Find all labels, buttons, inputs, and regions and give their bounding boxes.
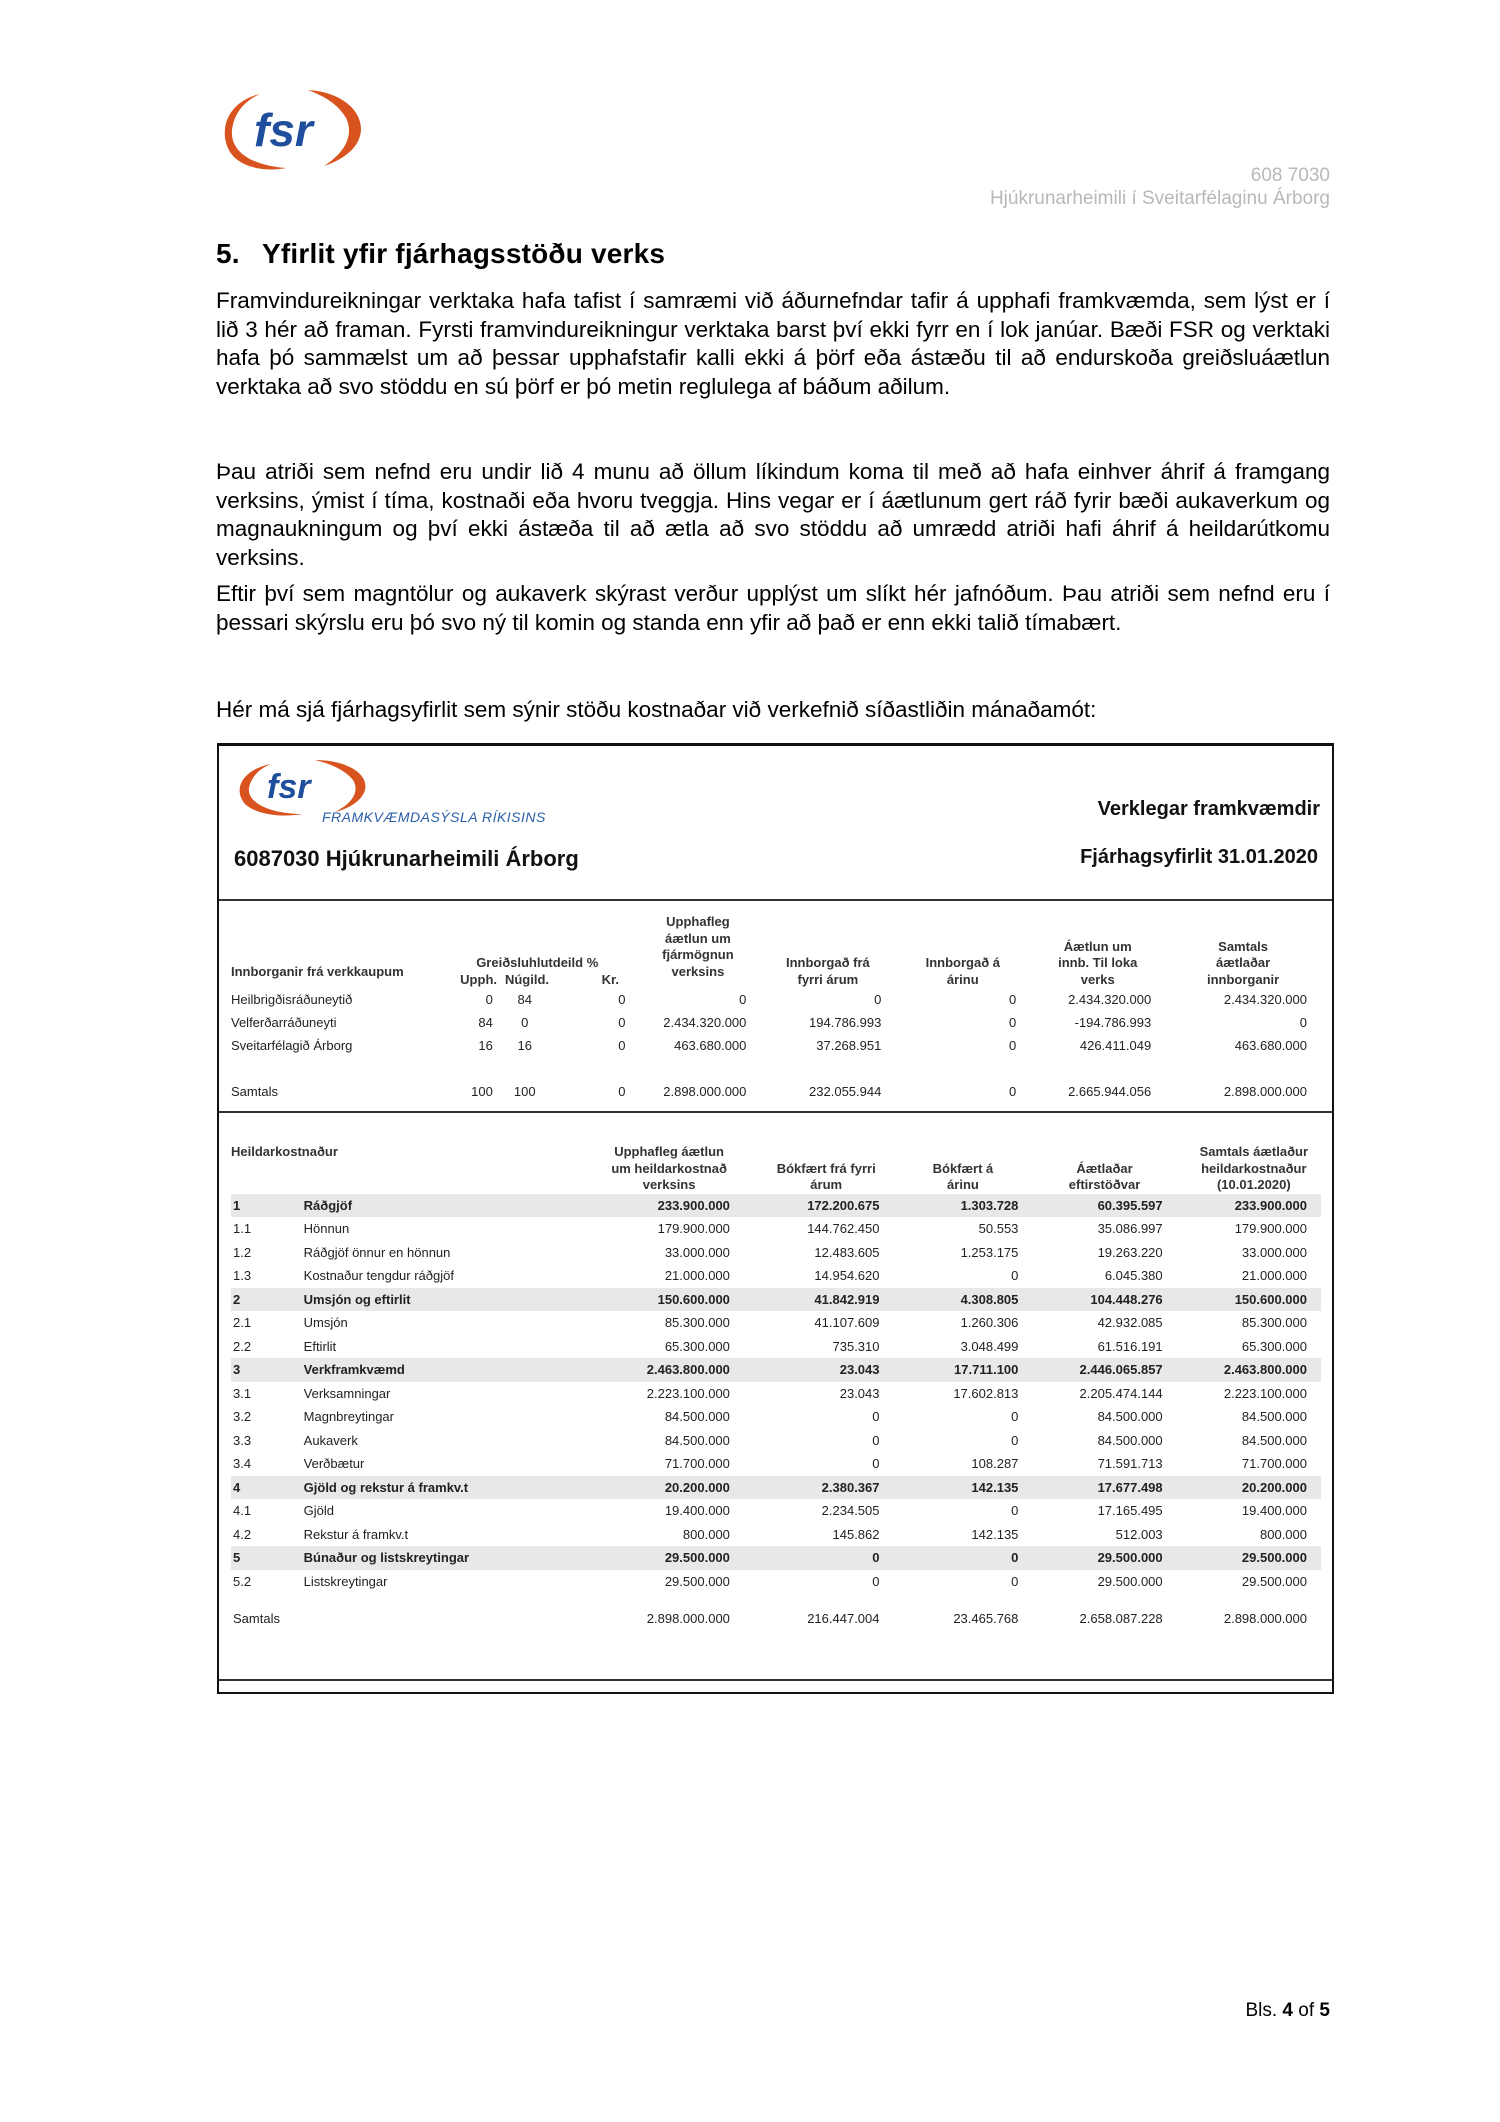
cell-total: 179.900.000 bbox=[1234, 1221, 1307, 1236]
cell-prev-years: 41.842.919 bbox=[744, 1288, 894, 1312]
financial-report bbox=[217, 743, 1334, 1694]
total-row bbox=[231, 1080, 1321, 1103]
cell-nugild: 84 bbox=[517, 992, 532, 1007]
cell-initial: 85.300.000 bbox=[664, 1315, 730, 1330]
cell-total: 19.400.000 bbox=[1241, 1503, 1307, 1518]
cell-this-year: 1.253.175 bbox=[960, 1244, 1019, 1260]
cell-upph: 84 bbox=[478, 1015, 493, 1030]
page-footer: Bls. 4 of 5 bbox=[1245, 2000, 1330, 2021]
cell-code: 3 bbox=[231, 1358, 304, 1382]
cell-prev-years: 0 bbox=[872, 1409, 880, 1424]
cell-this-year: 142.135 bbox=[971, 1526, 1019, 1542]
cell-prev-years: 216.447.004 bbox=[807, 1611, 880, 1626]
col-header: Bókfært frá fyrri árum bbox=[776, 1160, 876, 1192]
cell-name: Eftirlit bbox=[303, 1338, 337, 1354]
cell-this-year: 0 bbox=[1011, 1432, 1019, 1448]
cell-name: Gjöld og rekstur á framkv.t bbox=[304, 1476, 595, 1500]
section-title: Yfirlit yfir fjárhagsstöðu verks bbox=[262, 238, 666, 269]
col-header: Upphafleg áætlun um fjármögnun verksins bbox=[662, 914, 734, 979]
cell-prev-years: 14.954.620 bbox=[814, 1268, 880, 1283]
cell-total: 800.000 bbox=[1260, 1526, 1307, 1542]
cell-initial: 463.680.000 bbox=[674, 1038, 747, 1053]
cell-name: Gjöld bbox=[303, 1503, 335, 1518]
cell-code: 3.4 bbox=[233, 1456, 252, 1471]
cell-initial: 800.000 bbox=[682, 1526, 730, 1542]
col-header: Innborganir frá verkkaupum bbox=[231, 963, 404, 979]
total-pages: 5 bbox=[1319, 2000, 1330, 2021]
cell-initial: 233.900.000 bbox=[594, 1194, 744, 1218]
cell-remaining: 29.500.000 bbox=[1032, 1546, 1176, 1570]
section-number: 5. bbox=[216, 238, 240, 269]
cell-code: 1 bbox=[231, 1194, 304, 1218]
cell-this-year: 50.553 bbox=[978, 1221, 1019, 1236]
table-row bbox=[231, 1264, 1321, 1288]
cell-total: 29.500.000 bbox=[1177, 1546, 1321, 1570]
cell-nugild: 0 bbox=[521, 1015, 529, 1030]
cell-prev-years: 0 bbox=[744, 1546, 894, 1570]
table-row bbox=[231, 1452, 1321, 1476]
cell-this-year: 0 bbox=[1009, 1015, 1017, 1030]
group-row bbox=[231, 1288, 1321, 1312]
cell-code: 3.1 bbox=[233, 1385, 252, 1401]
cell-name: Umsjón og eftirlit bbox=[304, 1288, 595, 1312]
total-row bbox=[231, 1607, 1321, 1631]
cell-code: 4.2 bbox=[233, 1526, 252, 1542]
col-group-header: Greiðsluhlutdeild % Upph. Núgild. Kr. bbox=[449, 914, 625, 988]
cell-prev-years: 23.043 bbox=[839, 1385, 880, 1401]
cell-initial: 33.000.000 bbox=[664, 1244, 730, 1260]
col-header: Innborgað frá fyrri árum bbox=[785, 955, 870, 987]
cell-total: 84.500.000 bbox=[1241, 1409, 1307, 1424]
table-row bbox=[231, 1311, 1321, 1335]
paragraph: Þau atriði sem nefnd eru undir lið 4 munu að öllum líkindum koma til með að hafa einhver áhrif á framgang verksins, ýmist í tíma, kostnaði eða hvoru tveggja. Hins vegar er í áætlunum gert ráð fyrir bæði aukaverkum og magnaukningum og því ekki ástæða til að ætla að svo stöddu að umrædd atriði hafi áhrif á heildarútkomu verksins. bbox=[216, 459, 1330, 570]
cell-total: 2.223.100.000 bbox=[1223, 1385, 1307, 1401]
col-header: Heildarkostnaður bbox=[231, 1144, 338, 1159]
cell-this-year: 142.135 bbox=[894, 1476, 1033, 1500]
cell-this-year: 0 bbox=[1011, 1573, 1019, 1589]
cell-remaining: 2.446.065.857 bbox=[1032, 1358, 1176, 1382]
cell-prev-years: 0 bbox=[872, 1432, 880, 1448]
cell-upph: 16 bbox=[478, 1038, 493, 1053]
cell-kr: 0 bbox=[618, 1084, 626, 1099]
cell-this-year: 23.465.768 bbox=[953, 1611, 1019, 1626]
col-header: Áætlun um innb. Til loka verks bbox=[1058, 938, 1138, 987]
col-header: Samtals áætlaður heildarkostnaður (10.01.2020) bbox=[1199, 1144, 1309, 1192]
cell-total: 33.000.000 bbox=[1241, 1244, 1307, 1260]
paragraph-intro-report: Hér má sjá fjárhagsyfirlit sem sýnir stöðu kostnaðar við verkefnið síðastliðin mánaðamót: bbox=[216, 697, 1097, 722]
table-row bbox=[231, 1241, 1321, 1265]
table-row bbox=[231, 988, 1321, 1011]
cell-this-year: 0 bbox=[1011, 1503, 1019, 1518]
cell-initial: 0 bbox=[739, 992, 747, 1007]
cell-prev-years: 0 bbox=[874, 992, 882, 1007]
cell-initial: 84.500.000 bbox=[664, 1432, 730, 1448]
group-row bbox=[231, 1476, 1321, 1500]
col-header: Bókfært á árinu bbox=[932, 1160, 994, 1192]
cell-total: 29.500.000 bbox=[1241, 1573, 1307, 1589]
cell-plan-to-end: 2.434.320.000 bbox=[1068, 992, 1152, 1007]
cell-remaining: 29.500.000 bbox=[1097, 1573, 1163, 1589]
cell-this-year: 17.711.100 bbox=[894, 1358, 1033, 1382]
svg-text:fsr: fsr bbox=[254, 104, 313, 156]
cell-remaining: 60.395.597 bbox=[1032, 1194, 1176, 1218]
cell-name: Verkframkvæmd bbox=[304, 1358, 595, 1382]
cell-nugild: 100 bbox=[513, 1084, 536, 1099]
cell-prev-years: 2.234.505 bbox=[821, 1503, 880, 1518]
cell-remaining: 19.263.220 bbox=[1097, 1244, 1163, 1260]
cell-code: 2.2 bbox=[233, 1338, 252, 1354]
col-header: Upphafleg áætlun um heildarkostnað verksins bbox=[611, 1144, 727, 1192]
cell-this-year: 1.260.306 bbox=[960, 1315, 1019, 1330]
cell-upph: 100 bbox=[471, 1084, 493, 1099]
cell-total-planned: 0 bbox=[1299, 1015, 1307, 1030]
cell-remaining: 6.045.380 bbox=[1104, 1268, 1163, 1283]
organization-name: FRAMKVÆMDASÝSLA RÍKISINS bbox=[322, 809, 546, 825]
table-row bbox=[231, 1570, 1321, 1594]
cell-this-year: 17.602.813 bbox=[953, 1385, 1019, 1401]
cell-initial: 2.898.000.000 bbox=[646, 1611, 730, 1626]
cell-total: 85.300.000 bbox=[1241, 1315, 1307, 1330]
cell-initial: 29.500.000 bbox=[664, 1573, 730, 1589]
divider bbox=[219, 899, 1332, 901]
spacer bbox=[231, 1593, 1321, 1607]
cell-remaining: 84.500.000 bbox=[1097, 1432, 1163, 1448]
cell-remaining: 512.003 bbox=[1115, 1526, 1163, 1542]
cell-total-planned: 2.434.320.000 bbox=[1223, 992, 1307, 1007]
section-heading bbox=[216, 238, 665, 270]
cell-total: 84.500.000 bbox=[1241, 1432, 1307, 1448]
col-header: Upph. bbox=[460, 971, 497, 987]
cell-code: Samtals bbox=[233, 1611, 280, 1626]
cell-initial: 150.600.000 bbox=[594, 1288, 744, 1312]
cell-this-year: 0 bbox=[1009, 1084, 1017, 1099]
cell-this-year: 108.287 bbox=[971, 1456, 1019, 1471]
cell-remaining: 42.932.085 bbox=[1097, 1315, 1163, 1330]
spacer-cell bbox=[231, 1593, 1321, 1607]
cell-name: Ráðgjöf önnur en hönnun bbox=[303, 1244, 451, 1260]
project-number: 608 7030 bbox=[1250, 165, 1330, 186]
cell-prev-years: 23.043 bbox=[744, 1358, 894, 1382]
payments-table bbox=[231, 914, 1321, 1103]
cell-prev-years: 12.483.605 bbox=[814, 1244, 880, 1260]
paragraph: Eftir því sem magntölur og aukaverk skýrast verður upplýst um slíkt hér jafnóðum. Þau atriði sem nefnd eru í þessari skýrslu eru þó svo ný til komin og standa enn yfir að það er enn ekki talið tímabært. bbox=[216, 581, 1330, 635]
cell-plan-to-end: 426.411.049 bbox=[1079, 1038, 1152, 1053]
divider bbox=[219, 1679, 1332, 1681]
cell-remaining: 17.165.495 bbox=[1097, 1503, 1163, 1518]
table-row bbox=[231, 1405, 1321, 1429]
cell-kr: 0 bbox=[618, 992, 626, 1007]
cell-plan-to-end: -194.786.993 bbox=[1074, 1015, 1152, 1030]
cell-this-year: 3.048.499 bbox=[960, 1338, 1019, 1354]
cell-initial: 20.200.000 bbox=[594, 1476, 744, 1500]
cell-total-planned: 463.680.000 bbox=[1234, 1038, 1307, 1053]
cell-remaining: 61.516.191 bbox=[1097, 1338, 1163, 1354]
paragraph: Framvindureikningar verktaka hafa tafist í samræmi við áðurnefndar tafir á upphafi framkvæmda, sem lýst er í lið 3 hér að framan. Fyrsti framvindureikningur verktaka barst því ekki fyrr en í lok janúar. Bæði FSR og verktaki hafa þó sammælst um að þessar upphafstafir kalli ekki á þörf eða ástæðu til að endurskoða greiðsluáætlun verktaka að svo stöddu en sú þörf er þó metin reglulega af báðum aðilum. bbox=[216, 288, 1330, 399]
cell-remaining: 2.205.474.144 bbox=[1079, 1385, 1163, 1401]
cell-kr: 0 bbox=[618, 1015, 626, 1030]
cell-name: Búnaður og listskreytingar bbox=[304, 1546, 595, 1570]
group-row bbox=[231, 1358, 1321, 1382]
cell-this-year: 0 bbox=[1011, 1409, 1019, 1424]
cell-initial: 65.300.000 bbox=[664, 1338, 730, 1354]
table-row bbox=[231, 1523, 1321, 1547]
cell-total: 150.600.000 bbox=[1177, 1288, 1321, 1312]
cell-code: 3.3 bbox=[233, 1432, 252, 1448]
fsr-logo bbox=[216, 88, 364, 172]
table-row bbox=[231, 1034, 1321, 1057]
table-row bbox=[231, 1335, 1321, 1359]
cell-prev-years: 41.107.609 bbox=[814, 1315, 880, 1330]
cell-total: 2.898.000.000 bbox=[1223, 1611, 1307, 1626]
table-row bbox=[231, 1011, 1321, 1034]
cell-name: Samtals bbox=[231, 1084, 278, 1099]
cell-code: 1.1 bbox=[233, 1221, 252, 1236]
cell-prev-years: 2.380.367 bbox=[744, 1476, 894, 1500]
cell-name: Aukaverk bbox=[303, 1432, 358, 1448]
cell-code: 5 bbox=[231, 1546, 304, 1570]
cell-initial: 2.223.100.000 bbox=[646, 1385, 730, 1401]
cell-name: Verðbætur bbox=[303, 1456, 365, 1471]
cell-remaining: 84.500.000 bbox=[1097, 1409, 1163, 1424]
cell-name: Ráðgjöf bbox=[304, 1194, 595, 1218]
cell-name: Hönnun bbox=[303, 1221, 350, 1236]
table-row bbox=[231, 1382, 1321, 1406]
cell-name: Velferðarráðuneyti bbox=[231, 1015, 337, 1030]
report-project-title: 6087030 Hjúkrunarheimili Árborg bbox=[234, 846, 579, 871]
cell-remaining: 71.591.713 bbox=[1097, 1456, 1163, 1471]
cell-prev-years: 144.762.450 bbox=[807, 1221, 880, 1236]
cell-prev-years: 194.786.993 bbox=[809, 1015, 882, 1030]
cell-code: 4.1 bbox=[233, 1503, 252, 1518]
cell-this-year: 4.308.805 bbox=[894, 1288, 1033, 1312]
cell-name: Kostnaður tengdur ráðgjöf bbox=[303, 1268, 454, 1283]
cell-remaining: 17.677.498 bbox=[1032, 1476, 1176, 1500]
cell-initial: 19.400.000 bbox=[664, 1503, 730, 1518]
group-row bbox=[231, 1546, 1321, 1570]
cell-code: 4 bbox=[231, 1476, 304, 1500]
cell-total: 65.300.000 bbox=[1241, 1338, 1307, 1354]
project-name: Hjúkrunarheimili í Sveitarfélaginu Árborg bbox=[989, 188, 1330, 209]
spacer bbox=[231, 1057, 1321, 1080]
col-header: Kr. bbox=[601, 971, 619, 987]
cell-upph: 0 bbox=[485, 992, 493, 1007]
cell-this-year: 0 bbox=[1011, 1268, 1019, 1283]
cell-total: 2.463.800.000 bbox=[1177, 1358, 1321, 1382]
cell-code: 3.2 bbox=[233, 1409, 252, 1424]
cell-prev-years: 37.268.951 bbox=[816, 1038, 882, 1053]
cell-prev-years: 0 bbox=[872, 1456, 880, 1471]
cell-initial: 179.900.000 bbox=[657, 1221, 730, 1236]
cell-initial: 2.434.320.000 bbox=[663, 1015, 747, 1030]
col-header: Samtals áætlaðar innborganir bbox=[1206, 938, 1280, 987]
group-row bbox=[231, 1194, 1321, 1218]
document-header-info bbox=[990, 164, 1330, 210]
table-row bbox=[231, 1217, 1321, 1241]
cell-code: 2.1 bbox=[233, 1315, 252, 1330]
table-row bbox=[231, 1429, 1321, 1453]
cell-code: 1.3 bbox=[233, 1268, 252, 1283]
cell-prev-years: 172.200.675 bbox=[744, 1194, 894, 1218]
cell-name: Heilbrigðisráðuneytið bbox=[231, 992, 353, 1007]
costs-table bbox=[231, 1144, 1321, 1631]
cell-prev-years: 232.055.944 bbox=[809, 1084, 882, 1099]
cell-this-year: 1.303.728 bbox=[894, 1194, 1033, 1218]
cell-total: 20.200.000 bbox=[1177, 1476, 1321, 1500]
report-category: Verklegar framkvæmdir bbox=[1097, 798, 1320, 820]
svg-text:fsr: fsr bbox=[267, 768, 311, 806]
cell-prev-years: 735.310 bbox=[832, 1338, 880, 1354]
cell-name: Rekstur á framkv.t bbox=[303, 1526, 409, 1542]
divider bbox=[219, 1111, 1332, 1113]
cell-name bbox=[304, 1607, 595, 1631]
cell-initial: 71.700.000 bbox=[664, 1456, 730, 1471]
cell-name: Sveitarfélagið Árborg bbox=[231, 1038, 353, 1053]
cell-code: 1.2 bbox=[233, 1244, 252, 1260]
cell-kr: 0 bbox=[618, 1038, 626, 1053]
cell-remaining: 104.448.276 bbox=[1032, 1288, 1176, 1312]
cell-initial: 2.463.800.000 bbox=[594, 1358, 744, 1382]
cell-remaining: 2.658.087.228 bbox=[1079, 1611, 1163, 1626]
cell-this-year: 0 bbox=[894, 1546, 1033, 1570]
col-header: Áætlaðar eftirstöðvar bbox=[1068, 1160, 1141, 1192]
spacer-cell bbox=[231, 1057, 1321, 1080]
cell-total: 233.900.000 bbox=[1177, 1194, 1321, 1218]
cell-name: Umsjón bbox=[303, 1315, 348, 1330]
cell-name: Verksamningar bbox=[303, 1385, 391, 1401]
cell-total: 21.000.000 bbox=[1241, 1268, 1307, 1283]
cell-initial: 84.500.000 bbox=[664, 1409, 730, 1424]
cell-initial: 21.000.000 bbox=[664, 1268, 730, 1283]
cell-prev-years: 0 bbox=[872, 1573, 880, 1589]
cell-initial: 29.500.000 bbox=[594, 1546, 744, 1570]
cell-name: Listskreytingar bbox=[303, 1573, 388, 1589]
cell-initial: 2.898.000.000 bbox=[663, 1084, 747, 1099]
col-header: Innborgað á árinu bbox=[925, 955, 1000, 987]
col-header: Núgild. bbox=[504, 971, 550, 987]
cell-total: 71.700.000 bbox=[1241, 1456, 1307, 1471]
cell-remaining: 35.086.997 bbox=[1097, 1221, 1163, 1236]
cell-this-year: 0 bbox=[1009, 992, 1017, 1007]
cell-name: Magnbreytingar bbox=[303, 1409, 394, 1424]
cell-prev-years: 145.862 bbox=[832, 1526, 880, 1542]
cell-nugild: 16 bbox=[517, 1038, 532, 1053]
cell-total-planned: 2.898.000.000 bbox=[1223, 1084, 1307, 1099]
cell-this-year: 0 bbox=[1009, 1038, 1017, 1053]
cell-code: 5.2 bbox=[233, 1573, 252, 1589]
table-row bbox=[231, 1499, 1321, 1523]
report-title: Fjárhagsyfirlit 31.01.2020 bbox=[1080, 846, 1318, 868]
cell-code: 2 bbox=[231, 1288, 304, 1312]
current-page: 4 bbox=[1282, 2000, 1293, 2021]
cell-plan-to-end: 2.665.944.056 bbox=[1068, 1084, 1152, 1099]
